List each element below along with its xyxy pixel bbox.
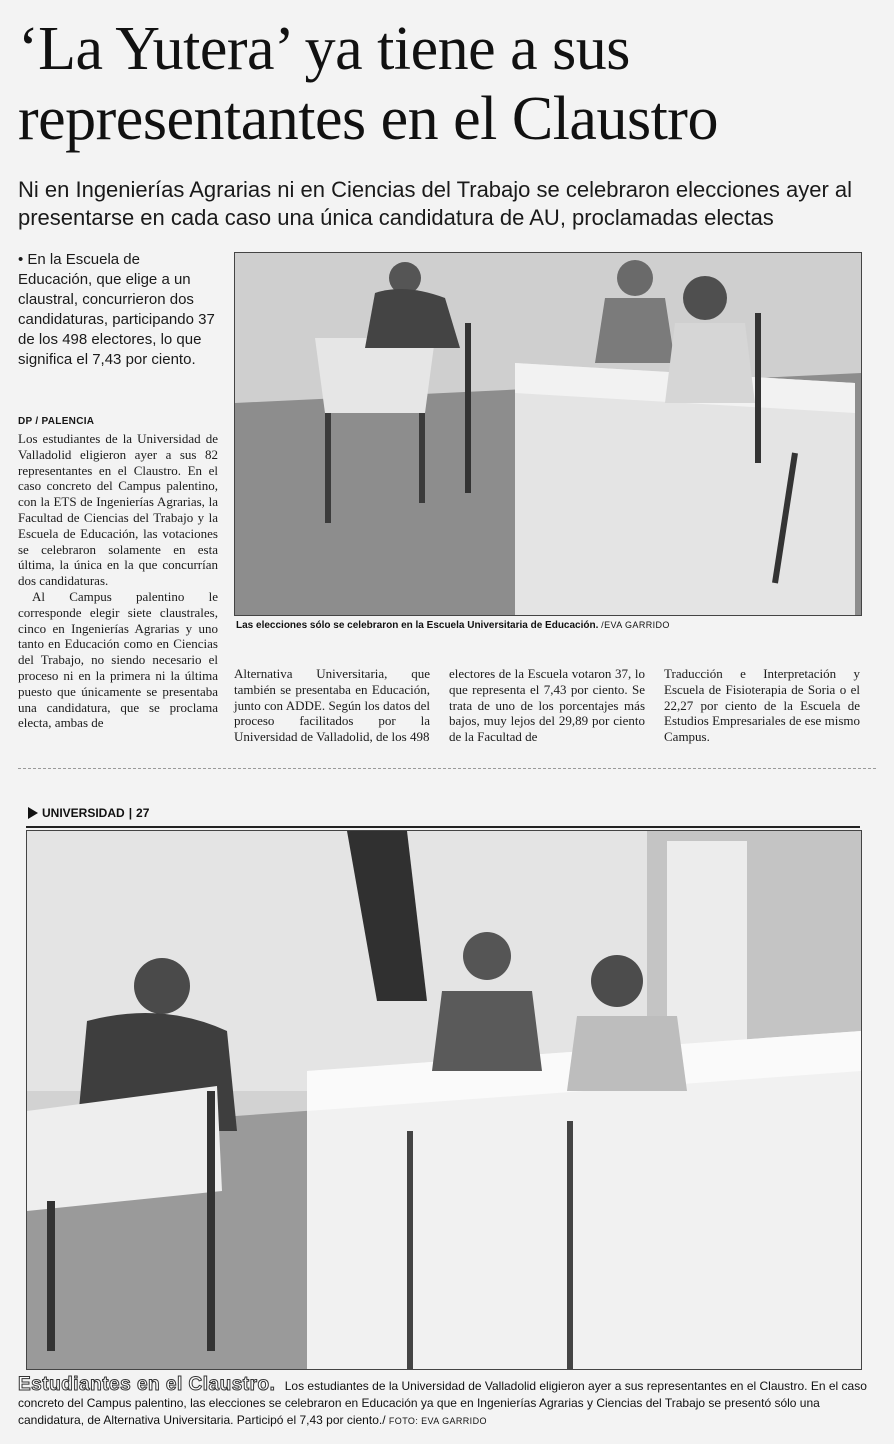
- photo-1-credit: /EVA GARRIDO: [601, 620, 670, 630]
- section-separator: |: [128, 806, 133, 820]
- page-number: 27: [136, 806, 150, 820]
- photo-2-credit: FOTO: EVA GARRIDO: [388, 1416, 487, 1426]
- body-column-2: [234, 666, 430, 745]
- photo-illustration-2: [27, 831, 861, 1369]
- photo-voting-classroom: [234, 252, 862, 616]
- headline-line-1: ‘La Yutera’ ya tiene a sus: [18, 15, 630, 83]
- photo-illustration: [235, 253, 861, 615]
- body-column-1: [18, 431, 218, 731]
- section-arrow-icon: [28, 807, 38, 819]
- photo-1-caption: [236, 620, 876, 631]
- body-paragraph: electores de la Escuela votaron 37, lo que representa el 7,43 por ciento. Se trata de uno de los porcentajes más bajos, muy lejos del 29,89 por ciento de la Facultad de: [449, 666, 645, 745]
- subheadline: Ni en Ingenierías Agrarias ni en Ciencias del Trabajo se celebraron elecciones ayer al presentarse en cada caso una única candidatura de AU, proclamadas electas: [18, 177, 853, 230]
- headline: [18, 14, 878, 154]
- body-paragraph: Traducción e Interpretación y Escuela de Fisioterapia de Soria o el 22,27 por ciento de la Escuela de Estudios Empresariales de ese mismo Campus.: [664, 666, 860, 745]
- section-label: [28, 806, 149, 820]
- body-column-3: [449, 666, 645, 745]
- section-name: UNIVERSIDAD: [42, 806, 125, 820]
- section-rule: [26, 826, 860, 828]
- photo-2-caption: [18, 1376, 878, 1430]
- summary-bullet: • En la Escuela de Educación, que elige a un claustral, concurrieron dos candidaturas, participando 37 de los 498 electores, lo que significa el 7,43 por ciento.: [18, 251, 215, 368]
- photo-students-claustro: [26, 830, 862, 1370]
- photo-2-caption-text: Los estudiantes de la Universidad de Valladolid eligieron ayer a sus representantes en el Claustro. En el caso concreto del Campus palentino, las elecciones se celebraron en Educación ya que en Ingenierías Agrarias y Ciencias del Trabajo se presentó sólo una candidatura, de Alternativa Universitaria. Participó el 7,43 por ciento./: [18, 1379, 867, 1427]
- headline-line-2: representantes en el Claustro: [18, 85, 718, 153]
- body-paragraph: Al Campus palentino le corresponde elegir siete claustrales, cinco en Ingenierías Agrarias y uno tanto en Educación como en Ciencias del Trabajo, no siendo necesario el proceso ni en la primera ni la última puesto que únicamente se presentaba una candidatura, que se proclama electa, ambas de: [18, 588, 218, 731]
- body-paragraph: Los estudiantes de la Universidad de Valladolid eligieron ayer a sus 82 representantes en el Claustro. En el caso concreto del Campus palentino, con la ETS de Ingenierías Agrarias, la Facultad de Ciencias del Trabajo y la Escuela de Educación, las votaciones se celebraron solamente en esta última, la única en la que concurrían dos candidaturas.: [18, 431, 218, 589]
- byline: DP / PALENCIA: [18, 416, 95, 427]
- body-paragraph: Alternativa Universitaria, que también se presentaba en Educación, junto con ADDE. Según los datos del proceso facilitados por la Universidad de Valladolid, de los 498: [234, 666, 430, 745]
- page-divider: [18, 768, 876, 769]
- body-column-4: [664, 666, 860, 745]
- photo-1-caption-text: Las elecciones sólo se celebraron en la Escuela Universitaria de Educación.: [236, 620, 599, 631]
- photo-2-caption-title: Estudiantes en el Claustro.: [18, 1374, 276, 1395]
